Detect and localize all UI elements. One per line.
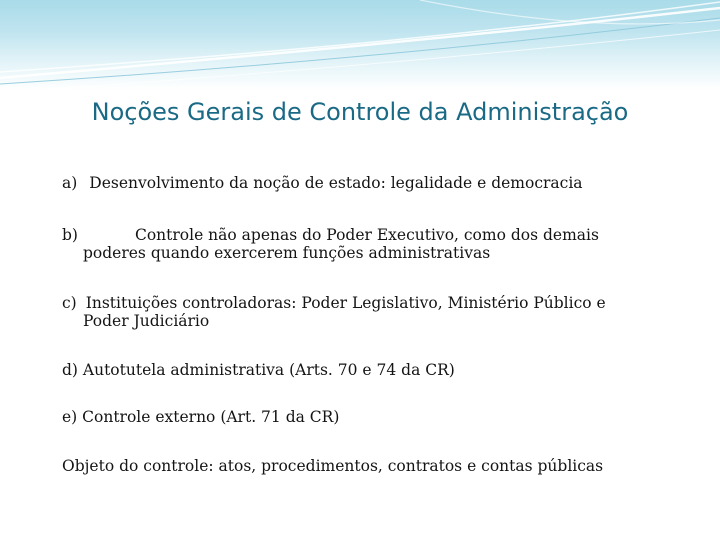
list-item-objeto: Objeto do controle: atos, procedimentos, contratos e contas públicas [62,457,604,475]
list-item-e: e) Controle externo (Art. 71 da CR) [62,408,340,426]
list-item-d: d) Autotutela administrativa (Arts. 70 e 74 da CR) [62,361,455,379]
list-marker: a) [62,174,78,192]
list-item-text-continued: Poder Judiciário [83,312,210,330]
list-item-text: Instituições controladoras: Poder Legislativo, Ministério Público e [85,294,606,312]
header-swoosh-decoration [0,0,720,90]
list-marker: c) [62,294,77,312]
list-marker: b) [62,226,78,244]
list-item-text: Desenvolvimento da noção de estado: legalidade e democracia [89,174,583,192]
slide-title: Noções Gerais de Controle da Administração [91,98,629,126]
list-item-text: Controle não apenas do Poder Executivo, como dos demais [134,226,599,244]
list-item-a [62,174,692,192]
list-item-text-continued: poderes quando exercerem funções administrativas [83,244,491,262]
list-item-c [62,294,692,330]
list-item-b [62,226,692,262]
